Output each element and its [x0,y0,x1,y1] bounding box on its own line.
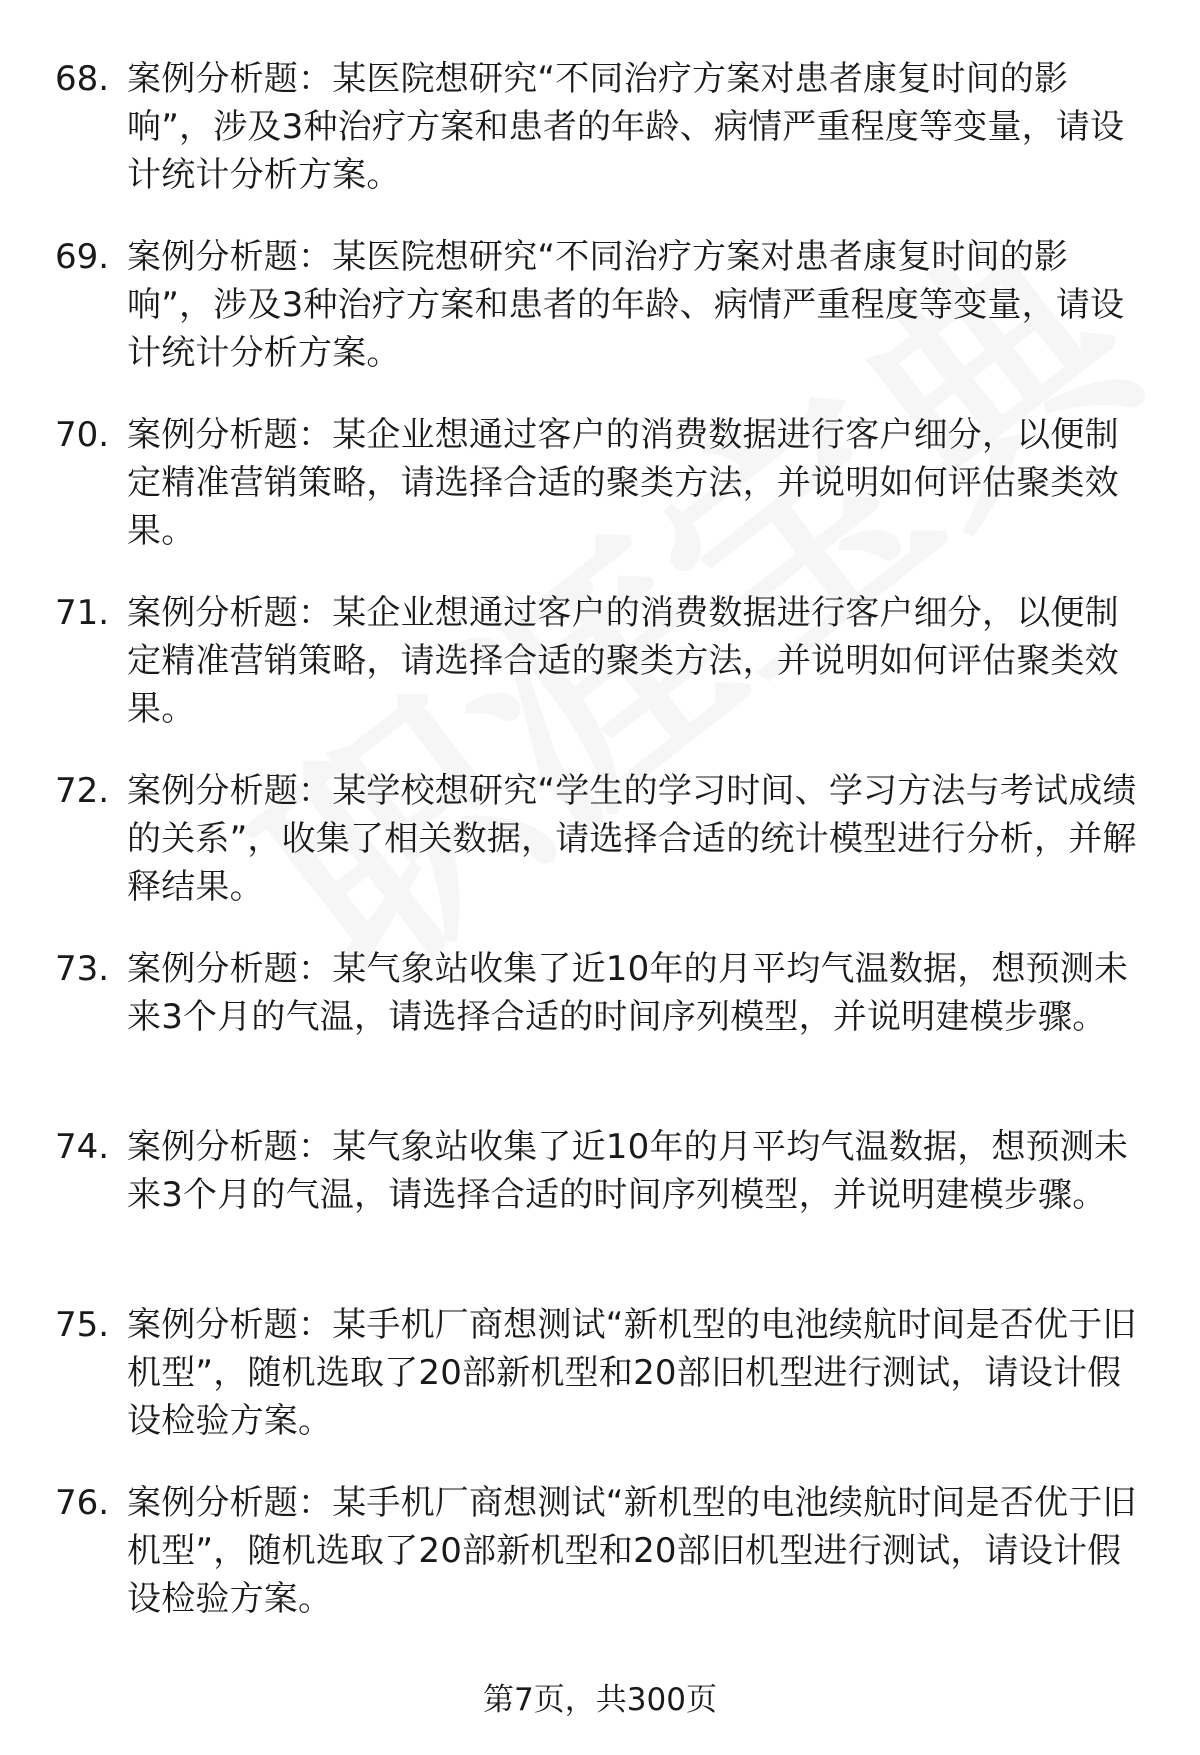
question-number: 69. [55,237,110,277]
question-number: 72. [55,771,110,811]
question-item [0,1123,1200,1301]
question-item [0,1301,1200,1479]
question-text: 案例分析题：某气象站收集了近10年的月平均气温数据，想预测未来3个月的气温，请选择合适的时间序列模型，并说明建模步骤。 [127,1127,1129,1215]
question-text: 案例分析题：某医院想研究“不同治疗方案对患者康复时间的影响”，涉及3种治疗方案和患者的年龄、病情严重程度等变量，请设计统计分析方案。 [127,59,1125,195]
question-list [0,55,1200,1657]
question-item [0,411,1200,589]
question-number: 71. [55,593,110,633]
question-item [0,1479,1200,1657]
question-number: 74. [55,1127,110,1167]
question-item [0,945,1200,1123]
question-item [0,55,1200,233]
question-number: 76. [55,1483,110,1523]
question-number: 75. [55,1305,110,1345]
question-number: 70. [55,415,110,455]
question-item [0,589,1200,767]
question-text: 案例分析题：某医院想研究“不同治疗方案对患者康复时间的影响”，涉及3种治疗方案和患者的年龄、病情严重程度等变量，请设计统计分析方案。 [127,237,1125,373]
question-text: 案例分析题：某气象站收集了近10年的月平均气温数据，想预测未来3个月的气温，请选择合适的时间序列模型，并说明建模步骤。 [127,949,1129,1037]
question-number: 68. [55,59,110,99]
question-text: 案例分析题：某学校想研究“学生的学习时间、学习方法与考试成绩的关系”，收集了相关数据，请选择合适的统计模型进行分析，并解释结果。 [127,771,1137,907]
question-text: 案例分析题：某企业想通过客户的消费数据进行客户细分，以便制定精准营销策略，请选择合适的聚类方法，并说明如何评估聚类效果。 [127,593,1119,729]
question-text: 案例分析题：某企业想通过客户的消费数据进行客户细分，以便制定精准营销策略，请选择合适的聚类方法，并说明如何评估聚类效果。 [127,415,1119,551]
page-footer: 第7页，共300页 [483,1682,717,1718]
question-item [0,767,1200,945]
question-text: 案例分析题：某手机厂商想测试“新机型的电池续航时间是否优于旧机型”，随机选取了20部新机型和20部旧机型进行测试，请设计假设检验方案。 [127,1305,1137,1441]
question-number: 73. [55,949,110,989]
question-item [0,233,1200,411]
question-text: 案例分析题：某手机厂商想测试“新机型的电池续航时间是否优于旧机型”，随机选取了20部新机型和20部旧机型进行测试，请设计假设检验方案。 [127,1483,1137,1619]
